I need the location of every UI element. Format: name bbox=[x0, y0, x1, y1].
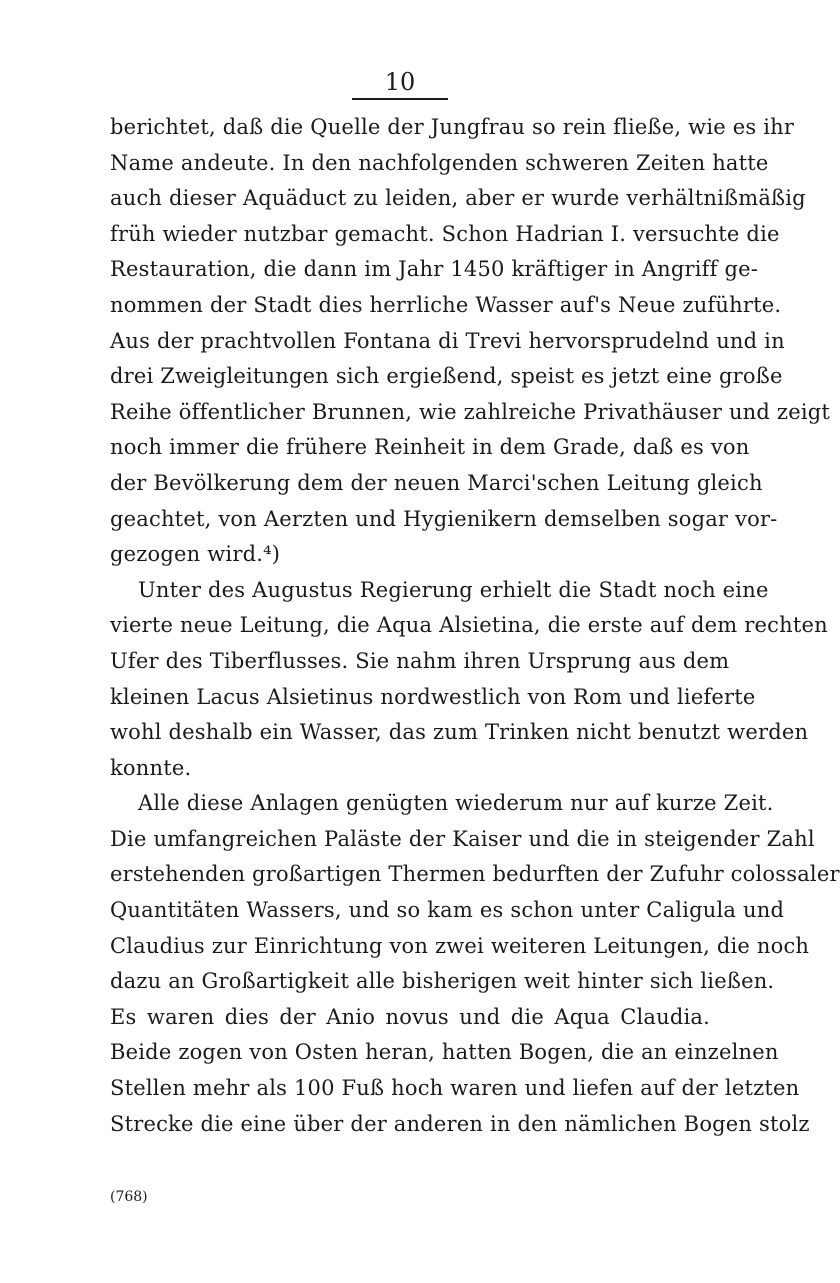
text-line: erstehenden großartigen Thermen bedurften der Zufuhr colossaler bbox=[110, 862, 840, 887]
text-line: Es waren dies der Anio novus und die Aqua Claudia. bbox=[110, 1004, 710, 1029]
text-line: Stellen mehr als 100 Fuß hoch waren und liefen auf der letzten bbox=[110, 1076, 800, 1101]
footer-signature: (768) bbox=[110, 1189, 148, 1205]
text-line: früh wieder nutzbar gemacht. Schon Hadrian I. versuchte die bbox=[110, 221, 780, 246]
text-line: geachtet, von Aerzten und Hygienikern demselben sogar vor- bbox=[110, 506, 778, 531]
header-rule bbox=[352, 98, 448, 100]
text-line: Strecke die eine über der anderen in den nämlichen Bogen stolz bbox=[110, 1111, 810, 1136]
text-line: Beide zogen von Osten heran, hatten Bogen, die an einzelnen bbox=[110, 1040, 779, 1065]
text-line: wohl deshalb ein Wasser, das zum Trinken nicht benutzt werden bbox=[110, 720, 809, 745]
text-line: Unter des Augustus Regierung erhielt die Stadt noch eine bbox=[138, 577, 769, 602]
body-text bbox=[110, 110, 840, 1142]
text-line: der Bevölkerung dem der neuen Marci'schen Leitung gleich bbox=[110, 470, 763, 495]
text-line: dazu an Großartigkeit alle bisherigen weit hinter sich ließen. bbox=[110, 969, 775, 994]
text-line: Quantitäten Wassers, und so kam es schon unter Caligula und bbox=[110, 898, 785, 923]
text-line: Claudius zur Einrichtung von zwei weiteren Leitungen, die noch bbox=[110, 933, 810, 958]
text-line: kleinen Lacus Alsietinus nordwestlich von Rom und lieferte bbox=[110, 684, 756, 709]
text-line: Reihe öffentlicher Brunnen, wie zahlreiche Privathäuser und zeigt bbox=[110, 399, 831, 424]
text-line: vierte neue Leitung, die Aqua Alsietina, die erste auf dem rechten bbox=[110, 613, 828, 638]
text-line: Aus der prachtvollen Fontana di Trevi hervorsprudelnd und in bbox=[110, 328, 785, 353]
text-line: Die umfangreichen Paläste der Kaiser und die in steigender Zahl bbox=[110, 826, 815, 851]
text-line: Restauration, die dann im Jahr 1450 kräftiger in Angriff ge- bbox=[110, 257, 759, 282]
text-line: konnte. bbox=[110, 755, 192, 780]
text-line: drei Zweigleitungen sich ergießend, speist es jetzt eine große bbox=[110, 364, 783, 389]
text-line: Name andeute. In den nachfolgenden schweren Zeiten hatte bbox=[110, 150, 769, 175]
text-line: noch immer die frühere Reinheit in dem Grade, daß es von bbox=[110, 435, 750, 460]
text-line: Ufer des Tiberflusses. Sie nahm ihren Ursprung aus dem bbox=[110, 648, 730, 673]
text-line: Alle diese Anlagen genügten wiederum nur auf kurze Zeit. bbox=[138, 791, 774, 816]
page-number: 10 bbox=[384, 68, 416, 96]
text-line: gezogen wird.⁴) bbox=[110, 542, 281, 567]
text-line: berichtet, daß die Quelle der Jungfrau so rein fließe, wie es ihr bbox=[110, 115, 795, 139]
text-line: nommen der Stadt dies herrliche Wasser auf's Neue zuführte. bbox=[110, 292, 782, 317]
text-line: auch dieser Aquäduct zu leiden, aber er wurde verhältnißmäßig bbox=[110, 186, 806, 211]
